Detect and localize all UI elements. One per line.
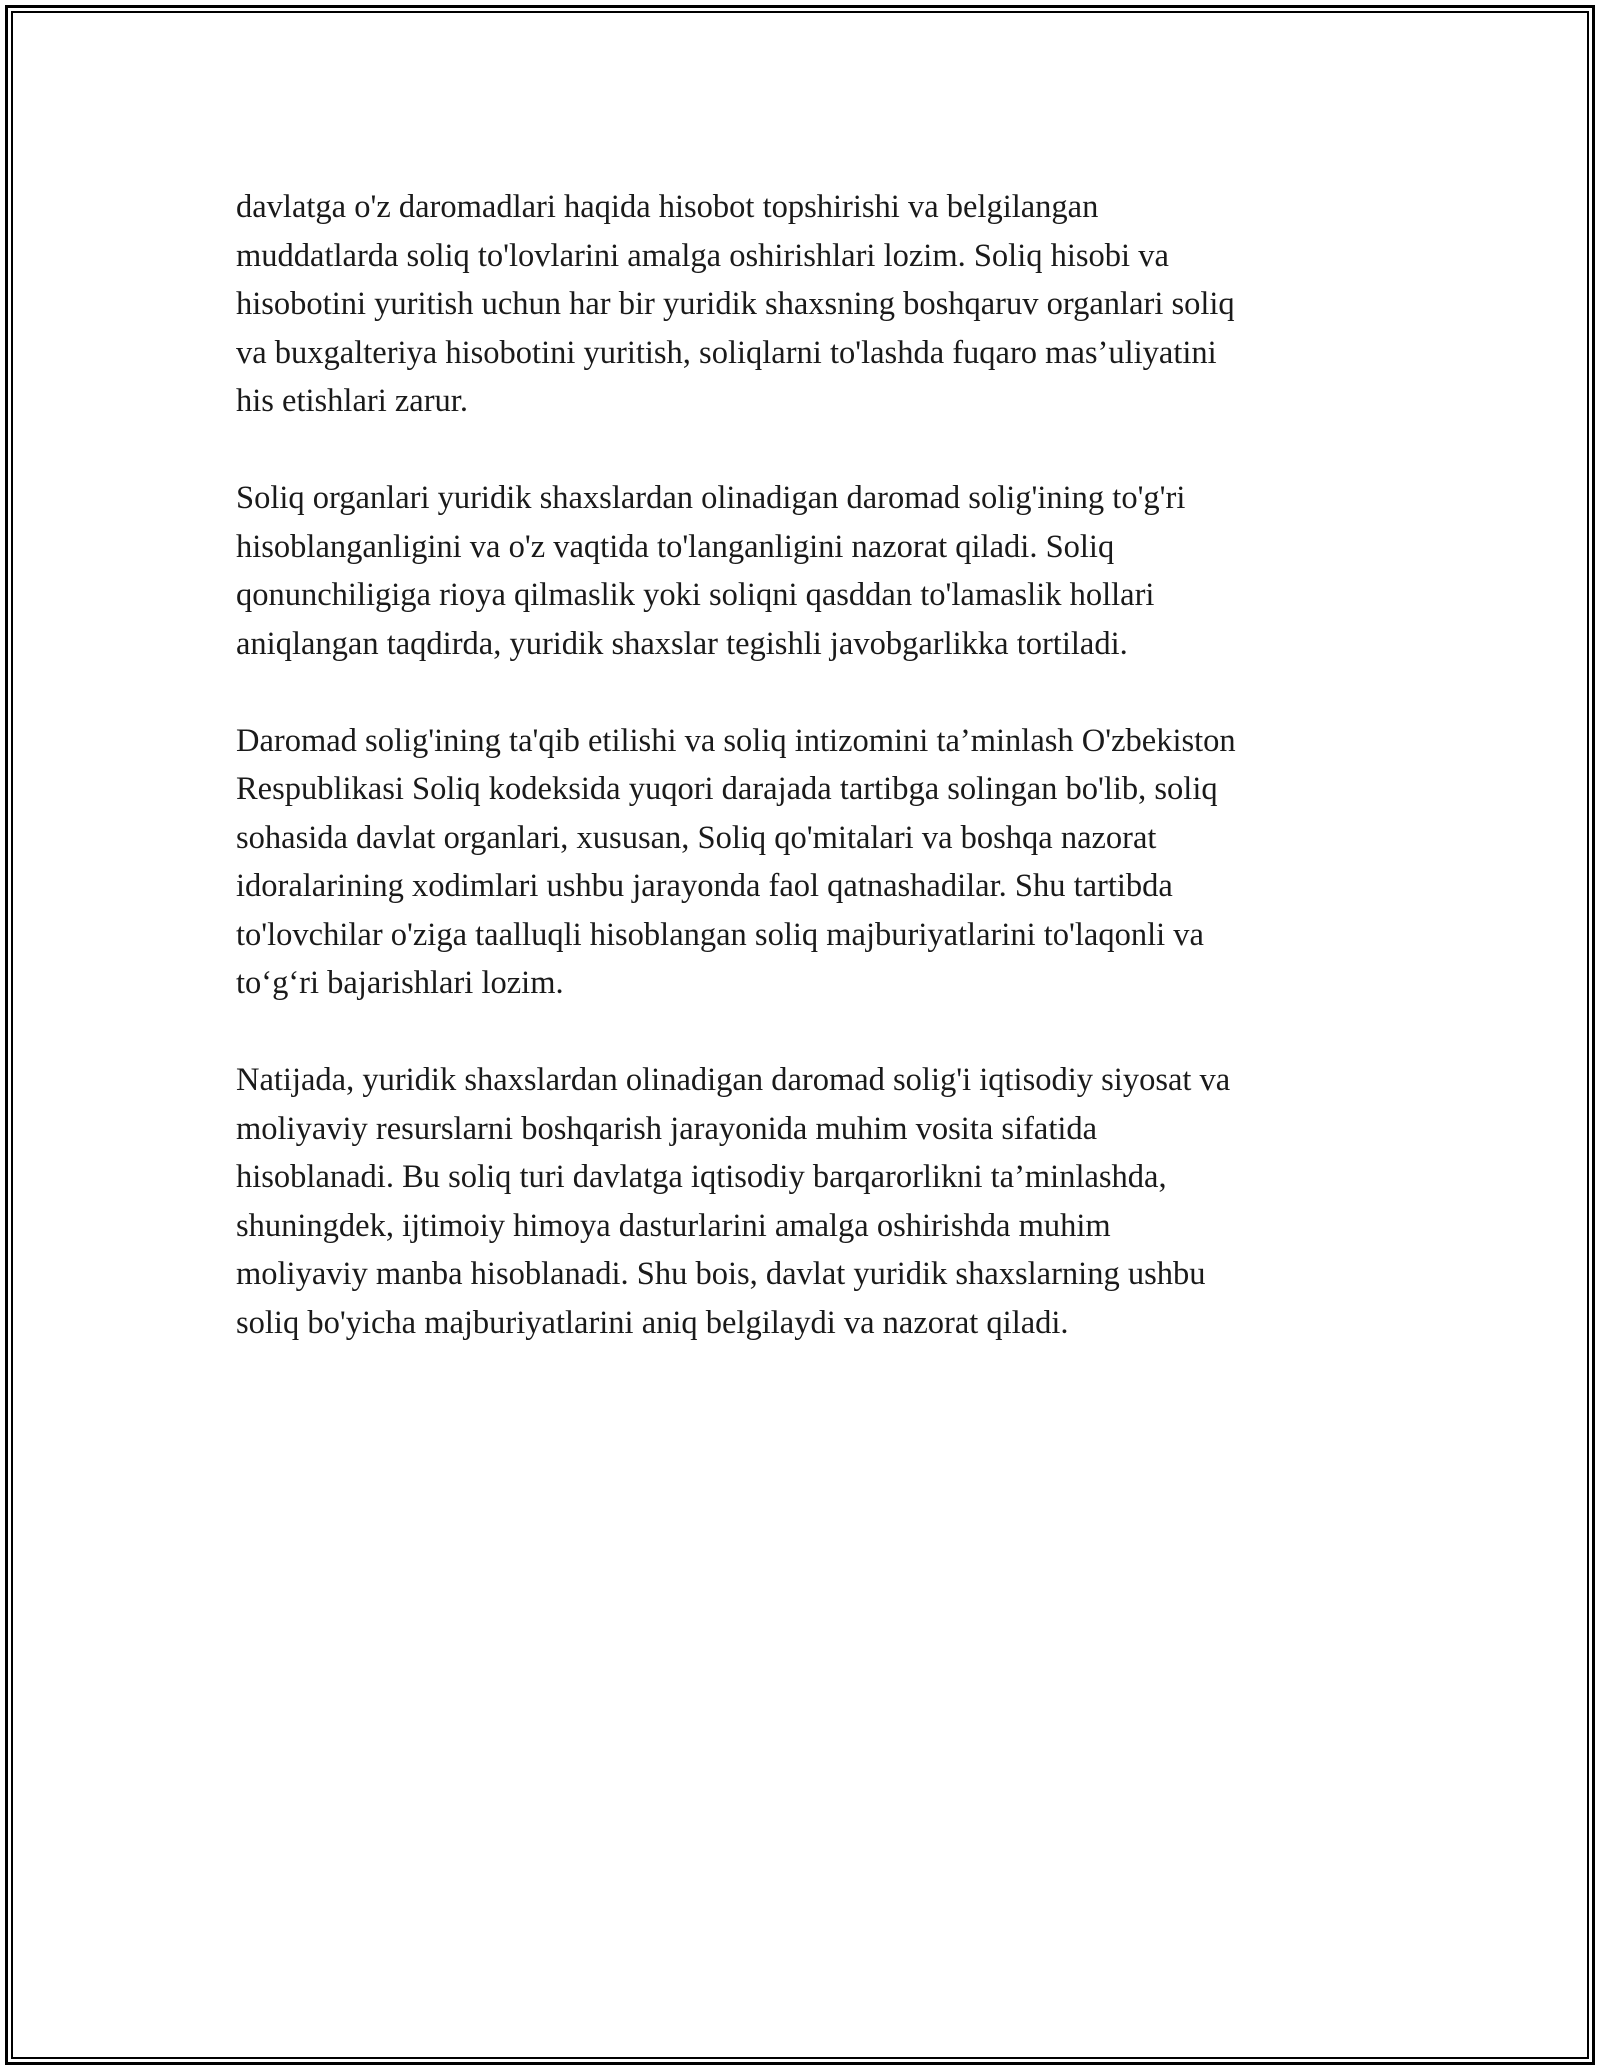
paragraph-3: Daromad solig'ining ta'qib etilishi va soliq intizomini ta’minlash O'zbekiston Respublikasi Soliq kodeksida yuqori darajada tartibga solingan bo'lib, soliq sohasida davlat organlari, xususan, Soliq qo'mitalari va boshqa nazorat idoralarining xodimlari ushbu jarayonda faol qatnashadilar. Shu tartibda to'lovchilar o'ziga taalluqli hisoblangan soliq majburiyatlarini to'laqonli va to‘g‘ri bajarishlari lozim. <box>236 722 1236 1001</box>
document-body <box>236 183 1376 1347</box>
paragraph-4: Natijada, yuridik shaxslardan olinadigan daromad solig'i iqtisodiy siyosat va moliyaviy resurslarni boshqarish jarayonida muhim vosita sifatida hisoblanadi. Bu soliq turi davlatga iqtisodiy barqarorlikni ta’minlashda, shuningdek, ijtimoiy himoya dasturlarini amalga oshirishda muhim moliyaviy manba hisoblanadi. Shu bois, davlat yuridik shaxslarning ushbu soliq bo'yicha majburiyatlarini aniq belgilaydi va nazorat qiladi. <box>236 1062 1231 1341</box>
paragraph-2: Soliq organlari yuridik shaxslardan olinadigan daromad solig'ining to'g'ri hisoblanganligini va o'z vaqtida to'langanligini nazorat qiladi. Soliq qonunchiligiga rioya qilmaslik yoki soliqni qasddan to'lamaslik hollari aniqlangan taqdirda, yuridik shaxslar tegishli javobgarlikka tortiladi. <box>236 480 1186 662</box>
paragraph-1: davlatga o'z daromadlari haqida hisobot topshirishi va belgilangan muddatlarda soliq to'lovlarini amalga oshirishlari lozim. Soliq hisobi va hisobotini yuritish uchun har bir yuridik shaxsning boshqaruv organlari soliq va buxgalteriya hisobotini yuritish, soliqlarni to'lashda fuqaro mas’uliyatini his etishlari zarur. <box>236 189 1235 419</box>
